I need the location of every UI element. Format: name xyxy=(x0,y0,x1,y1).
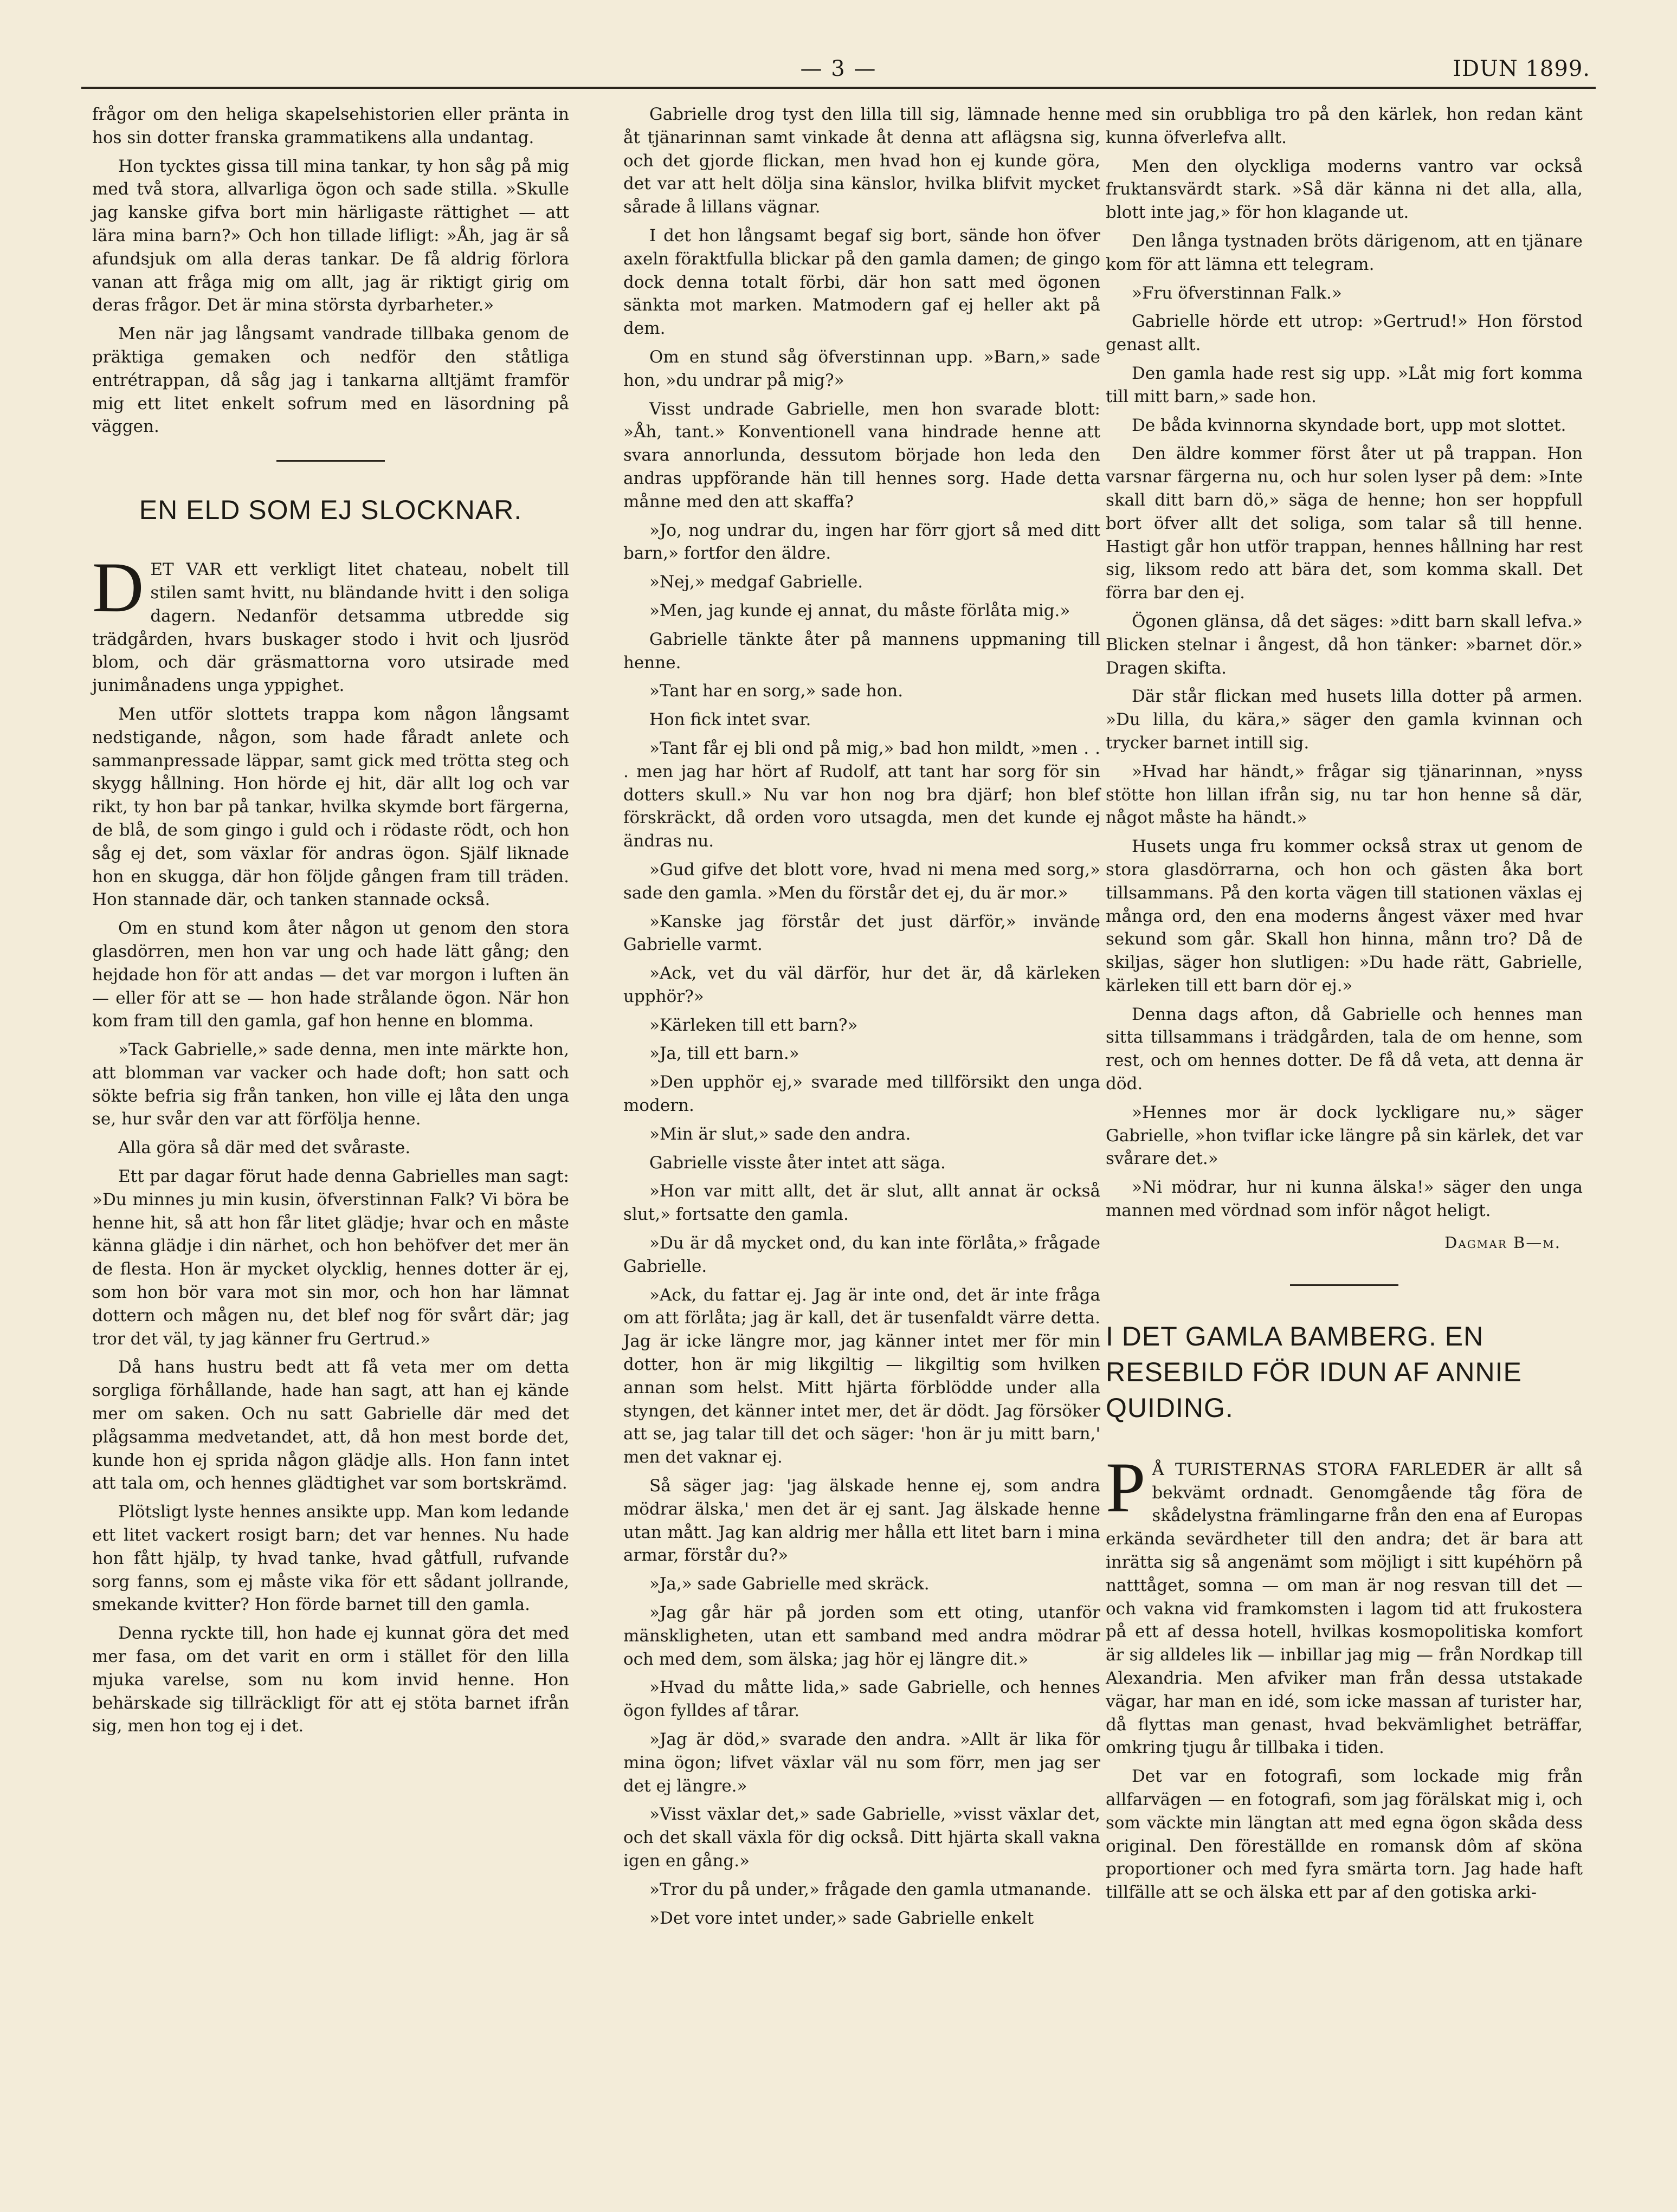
paragraph: Men utför slottets trappa kom någon långsamt nedstigande, någon, som hade fåradt anlete och sammanpressade läppar, samt gick med trötta steg och skygg hållning. Hon hörde ej hit, där allt log och var rikt, ty hon bar på tankar, hvilka skymde bort färgerna, de blå, de som gingo i guld och i rödaste rödt, och hon såg ej det, som växlar för andras ögon. Själf liknade hon en skugga, där hon följde gången fram till träden. Hon stannade där, och tanken stannade också. xyxy=(92,704,569,910)
paragraph: Husets unga fru kommer också strax ut genom de stora glasdörrarna, och hon och gästen åka bort tillsammans. På den korta vägen till stationen växlas ej många ord, den ena moderns ångest växer med hvar sekund som går. Skall hon hinna, månn tro? Då de skiljas, säger hon slutligen: »Du hade rätt, Gabrielle, kärleken till ett barn dör ej.» xyxy=(1106,837,1583,995)
paragraph: Om en stund såg öfverstinnan upp. »Barn,» sade hon, »du undrar på mig?» xyxy=(623,347,1100,390)
paragraph: »Ack, du fattar ej. Jag är inte ond, det är inte fråga om att förlåta; jag är kall, det är tusenfaldt värre detta. Jag är icke längre mor, jag känner intet mer för min dotter, hon är mig likgiltig — likgiltig som hvilken annan som helst. Mitt hjärta förblödde under alla styngen, det känner intet mer, det är dödt. Jag försöker att se, jag talar till det och säger: 'hon är ju mitt barn,' men det vaknar ej. xyxy=(623,1285,1100,1467)
page-number: — 3 — xyxy=(800,56,877,81)
section-divider xyxy=(1290,1284,1398,1286)
column-1 xyxy=(92,103,569,1743)
paragraph: »Det vore intet under,» sade Gabrielle enkelt xyxy=(649,1908,1034,1928)
paragraph: Men den olyckliga moderns vantro var också fruktansvärdt stark. »Så där känna ni det alla, alla, blott inte jag,» för hon klagande ut. xyxy=(1106,156,1583,223)
paragraph: Där står flickan med husets lilla dotter på armen. »Du lilla, du kära,» säger den gamla kvinnan och trycker barnet intill sig. xyxy=(1106,687,1583,753)
paragraph: »Du är då mycket ond, du kan inte förlåta,» frågade Gabrielle. xyxy=(623,1233,1100,1276)
paragraph: Gabrielle tänkte åter på mannens uppmaning till henne. xyxy=(623,629,1100,672)
paragraph: Alla göra så där med det svåraste. xyxy=(118,1138,411,1158)
paragraph: »Tack Gabrielle,» sade denna, men inte märkte hon, att blomman var vacker och hade doft; hon satt och sökte befria sig från tanken, hon ville ej låta den unga se, hur svår den var att förfölja henne. xyxy=(92,1040,569,1129)
paragraph: Visst undrade Gabrielle, men hon svarade blott: »Åh, tant.» Konventionell vana hindrade henne att svara annorlunda, dessutom började hon leda den andras uppförande hän till hennes sorg. Hade detta månne med den att skaffa? xyxy=(623,399,1100,512)
paragraph: Ögonen glänsa, då det säges: »ditt barn skall lefva.» Blicken stelnar i ångest, då hon tänker: »barnet dör.» Dragen skifta. xyxy=(1106,611,1583,678)
paragraph: »Ja, till ett barn.» xyxy=(649,1044,799,1064)
author-signature: Dagmar B—m. xyxy=(1444,1233,1561,1252)
paragraph: Om en stund kom åter någon ut genom den stora glasdörren, men hon var ung och hade lätt gång; den hejdade hon för att andas — det var morgon i luften än — eller för att se — hon hade strålande ögon. När hon kom fram till den gamla, gaf hon henne en blomma. xyxy=(92,919,569,1031)
paragraph: »Hvad har händt,» frågar sig tjänarinnan, »nyss stötte hon lillan ifrån sig, nu tar hon henne så där, något måste ha händt.» xyxy=(1106,761,1583,828)
paragraph: »Kanske jag förstår det just därför,» invände Gabrielle varmt. xyxy=(623,911,1100,955)
masthead: IDUN 1899. xyxy=(1453,56,1590,81)
lead-in: Å TURISTERNAS STORA FARLEDER xyxy=(1152,1459,1486,1479)
paragraph: frågor om den heliga skapelsehistorien eller pränta in hos sin dotter franska grammatikens alla undantag. xyxy=(92,105,569,147)
paragraph: Gabrielle visste åter intet att säga. xyxy=(649,1153,946,1173)
paragraph: »Hennes mor är dock lyckligare nu,» säger Gabrielle, »hon tviflar icke längre på sin kärlek, det var svårare det.» xyxy=(1106,1102,1583,1169)
paragraph-text: är allt så bekvämt ordnadt. Genomgående tåg föra de skådelystna främlingarne från den ena af Europas erkända sevärdheter till den andra; det är bara att inrätta sig så angenämt som möjligt i sitt kupéhörn på natttåget, somna — om man är nog resvan till det — och vakna vid framkomsten i lagom tid att frukostera på ett af dessa hotell, hvilkas kosmopolitiska komfort är sig alldeles lik — inbillar jag mig — från Nordkap till Alexandria. Men afviker man från dessa utstakade vägar, har man en idé, som icke massan af turister har, då flyttas man genast, hvad bekvämlighet beträffar, omkring tjugu år tillbaka i tiden. xyxy=(1106,1459,1583,1758)
paragraph: Den äldre kommer först åter ut på trappan. Hon varsnar färgerna nu, och hur solen lyser på dem: »Inte skall ditt barn dö,» säga de henne; hon ser hoppfull bort öfver allt det soliga, som talar så till henne. Hastigt går hon utför trappan, hennes hållning har rest sig, liksom redo att bära det, som komma skall. Det förra bar den ej. xyxy=(1106,444,1583,603)
drop-cap: D xyxy=(92,547,144,628)
paragraph: »Hvad du måtte lida,» sade Gabrielle, och hennes ögon fylldes af tårar. xyxy=(623,1678,1100,1721)
paragraph: med sin orubbliga tro på den kärlek, hon redan känt kunna öfverlefva allt. xyxy=(1106,105,1583,147)
paragraph xyxy=(1106,1447,1583,1760)
paragraph: »Den upphör ej,» svarade med tillförsikt den unga modern. xyxy=(623,1072,1100,1116)
paragraph: Plötsligt lyste hennes ansikte upp. Man kom ledande ett litet vackert rosigt barn; det var hennes. Nu hade hon fått hjälp, ty hvad tanke, hvad gåtfull, rufvande sorg fanns, som ej måste vika för ett sådant jollrande, smekande kvitter? Hon förde barnet till den gamla. xyxy=(92,1502,569,1615)
paragraph: »Jag är död,» svarade den andra. »Allt är lika för mina ögon; lifvet växlar väl nu som förr, men jag ser det ej längre.» xyxy=(623,1730,1100,1796)
paragraph: »Fru öfverstinnan Falk.» xyxy=(1132,283,1342,303)
paragraph: Denna ryckte till, hon hade ej kunnat göra det med mer fasa, om det varit en orm i stället för den lilla mjuka varelse, som nu kom invid henne. Hon behärskade sig tillräckligt för att ej stöta barnet ifrån sig, men hon tog ej i det. xyxy=(92,1624,569,1736)
paragraph: Hon tycktes gissa till mina tankar, ty hon såg på mig med två stora, allvarliga ögon och sade stilla. »Skulle jag kanske gifva bort min härligaste rättighet — att lära mina barn?» Och hon tillade lifligt: »Åh, jag är så afundsjuk om alla deras tankar. De få aldrig förlora vanan att fråga mig om allt, jag är riktigt girig om deras frågor. Det är mina största dyrbarheter.» xyxy=(92,156,569,315)
paragraph: Hon fick intet svar. xyxy=(649,710,811,730)
page-header xyxy=(81,54,1596,89)
paragraph: Den gamla hade rest sig upp. »Låt mig fort komma till mitt barn,» sade hon. xyxy=(1106,363,1583,406)
paragraph: Så säger jag: 'jag älskade henne ej, som andra mödrar älska,' men det är ej sant. Jag älskade henne utan mått. Jag kan aldrig mer hålla ett litet barn i mina armar, förstår du?» xyxy=(623,1476,1100,1566)
article-title: I DET GAMLA BAMBERG. EN RESEBILD FÖR IDUN AF ANNIE QUIDING. xyxy=(1106,1321,1522,1423)
paragraph: »Hon var mitt allt, det är slut, allt annat är också slut,» fortsatte den gamla. xyxy=(623,1181,1100,1225)
paragraph xyxy=(92,547,569,697)
paragraph: »Gud gifve det blott vore, hvad ni mena med sorg,» sade den gamla. »Men du förstår det ej, du är mor.» xyxy=(623,859,1100,903)
paragraph: Men när jag långsamt vandrade tillbaka genom de präktiga gemaken och nedför den ståtliga entrétrappan, då såg jag i tankarna alltjämt framför mig ett litet enkelt sofrum med en läsordning på väggen. xyxy=(92,324,569,437)
paragraph: Gabrielle hörde ett utrop: »Gertrud!» Hon förstod genast allt. xyxy=(1106,312,1583,355)
paragraph: »Tror du på under,» frågade den gamla utmanande. xyxy=(649,1879,1092,1899)
paragraph: Den långa tystnaden bröts därigenom, att en tjänare kom för att lämna ett telegram. xyxy=(1106,231,1583,274)
paragraph-text: ett verkligt litet chateau, nobelt till stilen samt hvitt, nu bländande hvitt i den soliga dagern. Nedanför detsamma utbredde sig trädgården, hvars buskager stodo i hvit och ljusröd blom, och där gräsmattorna voro utsirade med junimånadens unga yppighet. xyxy=(92,560,569,696)
drop-cap: P xyxy=(1106,1447,1146,1527)
paragraph: »Ack, vet du väl därför, hur det är, då kärleken upphör?» xyxy=(623,963,1100,1006)
paragraph: »Tant får ej bli ond på mig,» bad hon mildt, »men . . . men jag har hört af Rudolf, att tant har sorg för sin dotters skull.» Nu var hon nog bra djärf; hon blef förskräckt, då orden voro utsagda, men det kunde ej ändras nu. xyxy=(623,738,1100,851)
paragraph: »Ja,» sade Gabrielle med skräck. xyxy=(649,1574,930,1594)
section-divider xyxy=(276,460,385,462)
lead-in: ET VAR xyxy=(150,560,222,580)
paragraph: Denna dags afton, då Gabrielle och hennes man sitta tillsammans i trädgården, tala de om henne, som rest, och om hennes dotter. De få då veta, att denna är död. xyxy=(1106,1004,1583,1094)
paragraph: »Men, jag kunde ej annat, du måste förlåta mig.» xyxy=(649,600,1070,620)
column-2 xyxy=(623,103,1100,1935)
paragraph: »Jo, nog undrar du, ingen har förr gjort så med ditt barn,» fortfor den äldre. xyxy=(623,520,1100,564)
paragraph: »Ni mödrar, hur ni kunna älska!» säger den unga mannen med vördnad som inför något heligt. xyxy=(1106,1178,1583,1221)
paragraph: »Tant har en sorg,» sade hon. xyxy=(649,681,904,701)
article-title: EN ELD SOM EJ SLOCKNAR. xyxy=(139,495,523,526)
column-3 xyxy=(1106,103,1583,1910)
paragraph: »Min är slut,» sade den andra. xyxy=(649,1124,911,1144)
paragraph: Gabrielle drog tyst den lilla till sig, lämnade henne åt tjänarinnan samt vinkade åt denna att aflägsna sig, och det gjorde flickan, men hvad hon ej kunde göra, det var att helt dölja sina känslor, hvilka blifvit mycket sårade å lillans vägnar. xyxy=(623,105,1100,217)
paragraph: De båda kvinnorna skyndade bort, upp mot slottet. xyxy=(1132,415,1566,435)
paragraph: »Kärleken till ett barn?» xyxy=(649,1015,858,1035)
paragraph: »Nej,» medgaf Gabrielle. xyxy=(649,572,863,592)
paragraph: »Visst växlar det,» sade Gabrielle, »visst växlar det, och det skall växla för dig också. Ditt hjärta skall vakna igen en gång.» xyxy=(623,1804,1100,1871)
paragraph: »Jag går här på jorden som ett oting, utanför mänskligheten, utan ett samband med andra mödrar och med dem, som älska; jag hör ej längre dit.» xyxy=(623,1603,1100,1669)
paragraph: Ett par dagar förut hade denna Gabrielles man sagt: »Du minnes ju min kusin, öfverstinnan Falk? Vi böra be henne hit, så att hon får litet glädje; hvar och en måste känna glädje i din närhet, och hon behöfver det mer än de flesta. Hon är mycket olycklig, hennes dotter är ej, som hon bör vara mot sin mor, och hon har lämnat dottern och mågen nu, det blef nog för svårt där; jag tror det väl, ty jag känner fru Gertrud.» xyxy=(92,1167,569,1349)
paragraph: Då hans hustru bedt att få veta mer om detta sorgliga förhållande, hade han sagt, att han ej kände mer om saken. Och nu satt Gabrielle där med det plågsamma medvetandet, att, då hon mest borde det, kunde hon ej sprida någon glädje alls. Hon fann intet att tala om, och hennes glädtighet var som bortskrämd. xyxy=(92,1357,569,1493)
paragraph: Det var en fotografi, som lockade mig från allfarvägen — en fotografi, som jag förälskat mig i, och som väckte min längtan att med egna ögon skåda dess original. Den föreställde en romansk dôm af sköna proportioner och med fyra smärta torn. Jag hade haft tillfälle att se och älska ett par af den gotiska arki- xyxy=(1106,1767,1583,1903)
paragraph: I det hon långsamt begaf sig bort, sände hon öfver axeln föraktfulla blickar på den gamla damen; de gingo dock denna totalt förbi, där hon satt med ögonen sänkta mot marken. Matmodern gaf ej heller akt på dem. xyxy=(623,225,1100,339)
